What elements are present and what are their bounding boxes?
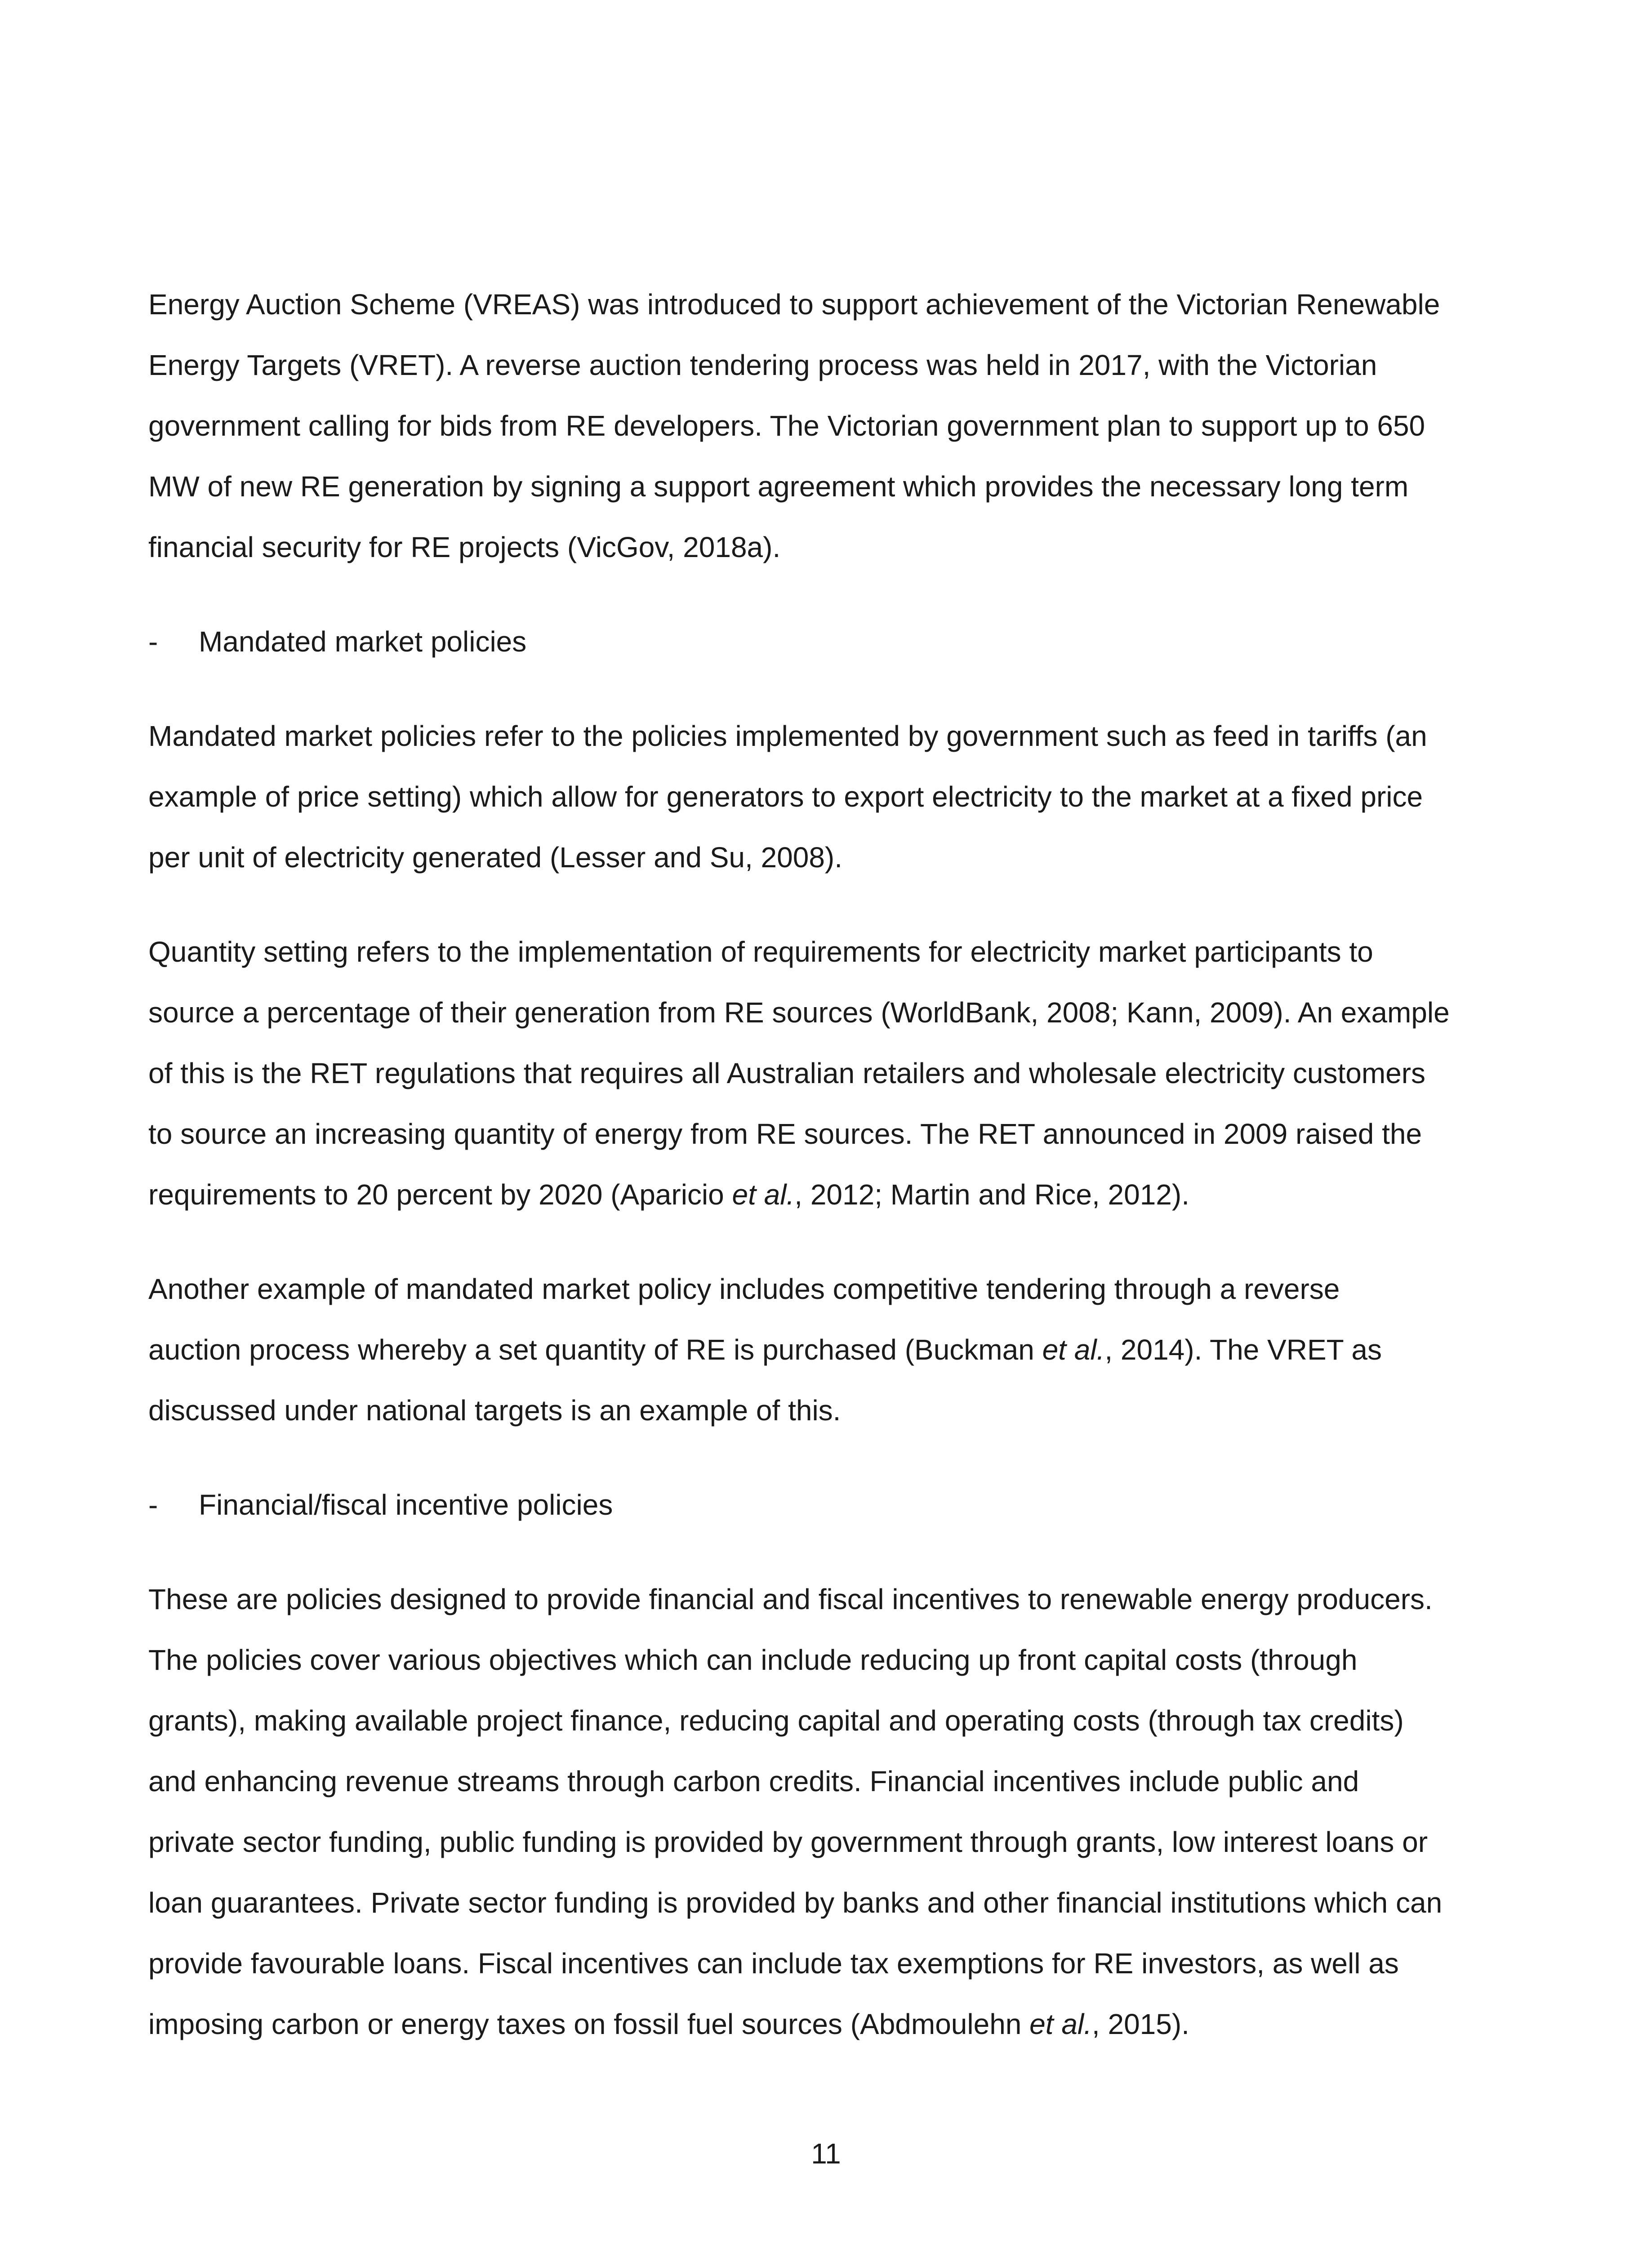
section-heading-mandated-market-policies	[148, 611, 1519, 672]
heading-text: Financial/fiscal incentive policies	[199, 1489, 613, 1521]
text-run: requirements to 20 percent by 2020 (Aparicio	[148, 1178, 732, 1211]
text-line: The policies cover various objectives which can include reducing up front capital costs (through	[148, 1644, 1358, 1676]
text-line: provide favourable loans. Fiscal incentives can include tax exemptions for RE investors, as well as	[148, 1947, 1399, 1980]
paragraph-financial-incentives	[148, 1569, 1519, 2055]
text-line: These are policies designed to provide financial and fiscal incentives to renewable energy producers.	[148, 1583, 1433, 1615]
text-line: and enhancing revenue streams through carbon credits. Financial incentives include public and	[148, 1765, 1359, 1798]
text-line: Another example of mandated market policy includes competitive tendering through a reverse	[148, 1273, 1340, 1305]
text-line: discussed under national targets is an example of this.	[148, 1394, 841, 1427]
paragraph-competitive-tendering	[148, 1259, 1519, 1441]
text-line	[148, 1994, 1519, 2055]
text-run: , 2015).	[1091, 2008, 1189, 2040]
paragraph-mandated-market-policies	[148, 706, 1519, 888]
text-run: , 2012; Martin and Rice, 2012).	[794, 1178, 1189, 1211]
text-run: imposing carbon or energy taxes on fossil fuel sources (Abdmoulehn	[148, 2008, 1030, 2040]
paragraph-vreas	[148, 274, 1519, 578]
text-line: of this is the RET regulations that requires all Australian retailers and wholesale electricity customers	[148, 1057, 1426, 1089]
text-line: Energy Targets (VRET). A reverse auction tendering process was held in 2017, with the Victorian	[148, 349, 1377, 381]
text-line: example of price setting) which allow for generators to export electricity to the market at a fixed price	[148, 781, 1423, 813]
heading-text: Mandated market policies	[199, 625, 527, 658]
text-line	[148, 1320, 1519, 1380]
text-line: Quantity setting refers to the implementation of requirements for electricity market participants to	[148, 936, 1373, 968]
italic-citation: et al.	[732, 1178, 795, 1211]
text-line: loan guarantees. Private sector funding is provided by banks and other financial institutions which can	[148, 1887, 1443, 1919]
page-number: 11	[811, 2137, 841, 2170]
text-line: to source an increasing quantity of energy from RE sources. The RET announced in 2009 raised the	[148, 1118, 1422, 1150]
text-line: government calling for bids from RE developers. The Victorian government plan to support up to 650	[148, 410, 1425, 442]
list-dash: -	[148, 625, 158, 658]
text-line	[148, 1164, 1519, 1225]
italic-citation: et al.	[1042, 1334, 1105, 1366]
text-line: financial security for RE projects (VicGov, 2018a).	[148, 531, 781, 563]
text-line: Mandated market policies refer to the policies implemented by government such as feed in tariffs (an	[148, 720, 1427, 752]
paragraph-quantity-setting	[148, 922, 1519, 1225]
page-body	[148, 274, 1519, 2088]
text-run: auction process whereby a set quantity of RE is purchased (Buckman	[148, 1334, 1042, 1366]
text-line: grants), making available project finance, reducing capital and operating costs (through tax credits)	[148, 1704, 1404, 1737]
text-line: Energy Auction Scheme (VREAS) was introduced to support achievement of the Victorian Renewable	[148, 288, 1440, 321]
text-run: , 2014). The VRET as	[1104, 1334, 1382, 1366]
text-line: MW of new RE generation by signing a support agreement which provides the necessary long term	[148, 470, 1409, 503]
text-line: private sector funding, public funding is provided by government through grants, low interest loans or	[148, 1826, 1428, 1858]
text-line: per unit of electricity generated (Lesser and Su, 2008).	[148, 841, 842, 874]
list-dash: -	[148, 1489, 158, 1521]
italic-citation: et al.	[1029, 2008, 1092, 2040]
section-heading-financial-fiscal-incentive-policies	[148, 1475, 1519, 1535]
text-line: source a percentage of their generation from RE sources (WorldBank, 2008; Kann, 2009). An example	[148, 996, 1450, 1029]
